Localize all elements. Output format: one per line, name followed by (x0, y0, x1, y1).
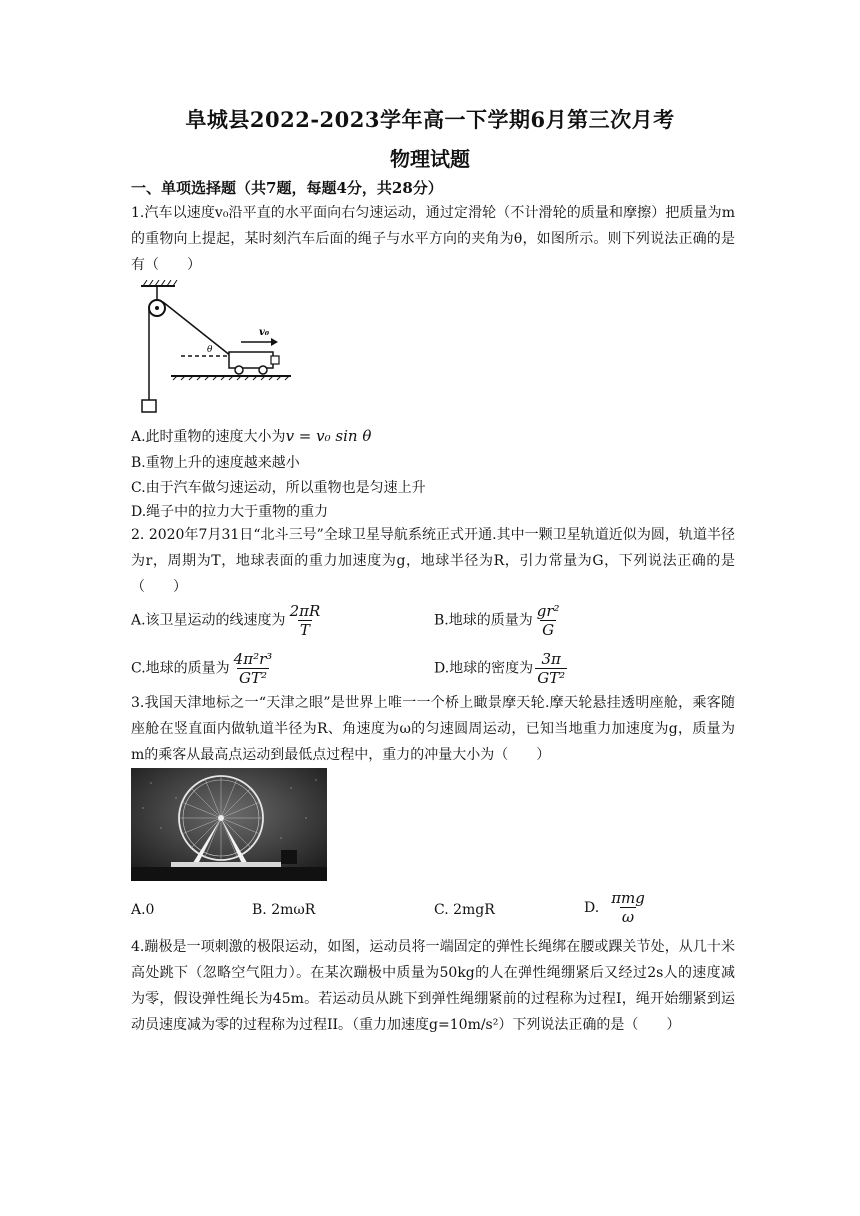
question-1-stem: 1.汽车以速度v₀沿平直的水平面向右匀速运动，通过定滑轮（不计滑轮的质量和摩擦）把质量为m的重物向上提起，某时刻汽车后面的绳子与水平方向的夹角为θ，如图所示。则下列说法正确的是有（ ） (131, 205, 735, 273)
q2-option-b-text: B.地球的质量为 (434, 612, 533, 629)
q3-option-a: A.0 (131, 902, 155, 918)
q1-option-d: D.绳子中的拉力大于重物的重力 (131, 504, 329, 520)
q2-option-c-fraction: $\frac{\text{4π²r³}}{\text{GT²}}$ (233, 650, 273, 687)
q1-option-a-formula: v = v₀ sin θ (285, 427, 372, 445)
q2-option-d (434, 650, 567, 687)
q1-option-a (131, 426, 371, 447)
q3-option-c: C. 2mgR (434, 902, 495, 918)
q3-option-d-text: D. (584, 899, 600, 916)
section-heading: 一、单项选择题（共7题，每题4分，共28分） (131, 179, 443, 197)
q1-option-a-text: A.此时重物的速度大小为 (131, 429, 286, 445)
ferris-wheel-photo (131, 768, 327, 881)
question-3-stem: 3.我国天津地标之一“天津之眼”是世界上唯一一个桥上瞰景摩天轮.摩天轮悬挂透明座舱，乘客随座舱在竖直面内做轨道半径为R、角速度为ω的匀速圆周运动，已知当地重力加速度为g，质量为m的乘客从最高点运动到最低点过程中，重力的冲量大小为（ ） (131, 695, 735, 763)
q2-option-d-text: D.地球的密度为 (434, 660, 534, 677)
q3-option-b: B. 2mωR (252, 902, 316, 918)
exam-subject: 物理试题 (390, 147, 470, 171)
q2-option-a-text: A.该卫星运动的线速度为 (131, 612, 286, 629)
exam-title: 阜城县2022-2023学年高一下学期6月第三次月考 (185, 107, 675, 132)
q2-option-c (131, 650, 274, 687)
q3-option-d (584, 889, 647, 926)
theta-label: θ (207, 345, 213, 355)
q3-option-d-fraction: $\frac{\text{πmg}}{\omega}$ (611, 889, 645, 926)
q2-option-a (131, 602, 322, 639)
pulley-car-figure (131, 280, 291, 420)
q1-option-c: C.由于汽车做匀速运动，所以重物也是匀速上升 (131, 480, 426, 496)
q2-option-b (434, 602, 562, 639)
question-2-stem: 2. 2020年7月31日“北斗三号”全球卫星导航系统正式开通.其中一颗卫星轨道近似为圆，轨道半径为r，周期为T，地球表面的重力加速度为g，地球半径为R，引力常量为G，下列说法正确的是（ ） (131, 527, 735, 595)
q2-option-a-fraction: $\frac{2\pi R}{T}$ (289, 602, 321, 639)
q2-option-b-fraction: $\frac{\text{gr²}}{G}$ (536, 602, 560, 639)
question-4-stem: 4.蹦极是一项刺激的极限运动，如图，运动员将一端固定的弹性长绳绑在腰或踝关节处，从几十米高处跳下（忽略空气阻力）。在某次蹦极中质量为50kg的人在弹性绳绷紧后又经过2s人的速度减为零，假设弹性绳长为45m。若运动员从跳下到弹性绳绷紧前的过程称为过程I，绳开始绷紧到运动员速度减为零的过程称为过程II。（重力加速度g=10m/s²）下列说法正确的是（ ） (131, 939, 735, 1033)
q2-option-c-text: C.地球的质量为 (131, 660, 230, 677)
q2-option-d-fraction: $\frac{3\pi}{\text{GT²}}$ (537, 650, 566, 687)
q1-option-b: B.重物上升的速度越来越小 (131, 455, 300, 471)
velocity-label: v₀ (259, 327, 270, 338)
